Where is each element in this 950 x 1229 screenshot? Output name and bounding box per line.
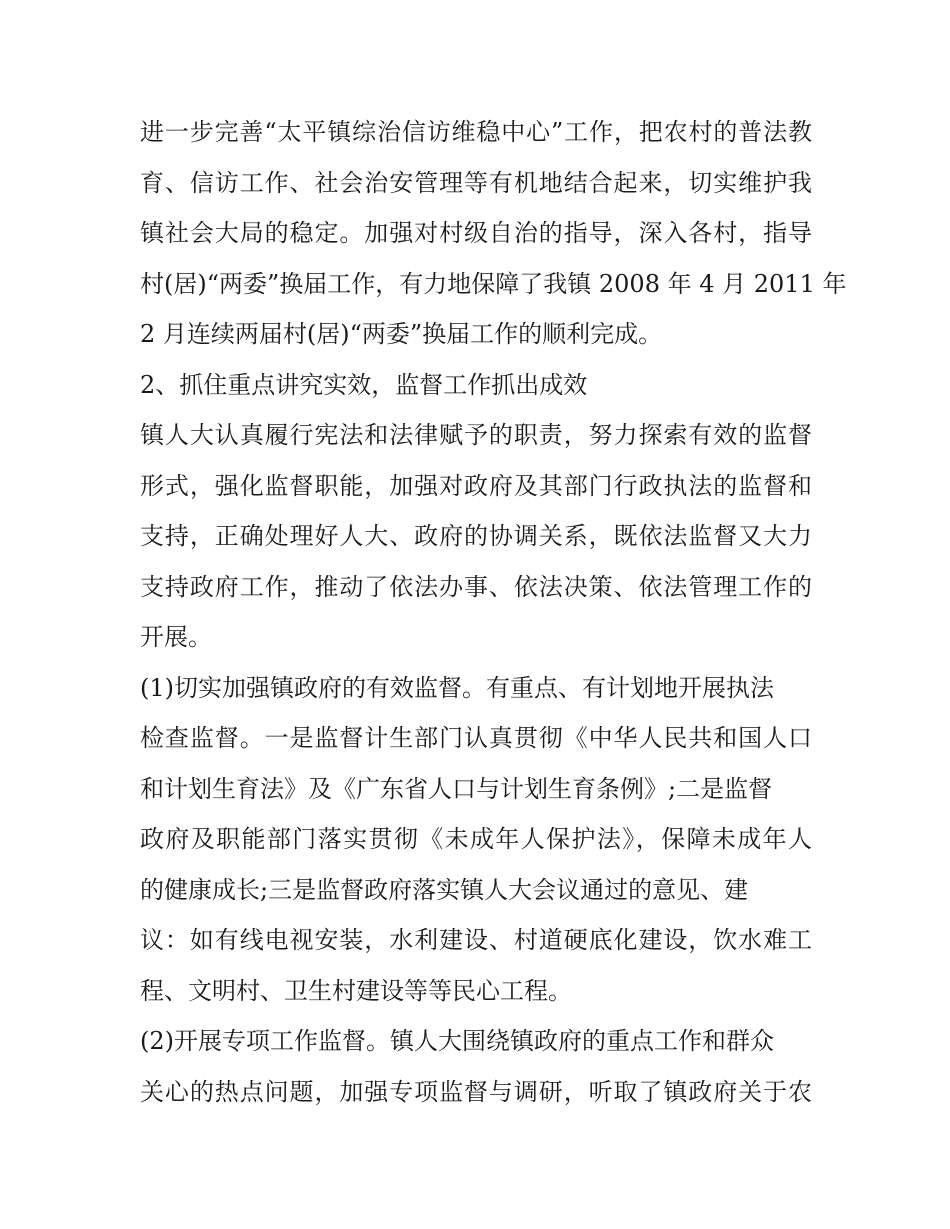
text-line: (2)开展专项工作监督。镇人大围绕镇政府的重点工作和群众 (140, 1027, 774, 1055)
text-line: 的健康成长;三是监督政府落实镇人大会议通过的意见、建 (140, 875, 749, 904)
text-line: 进一步完善“太平镇综治信访维稳中心”工作，把农村的普法教 (140, 118, 812, 146)
text-line: 2 月连续两届村(居)“两委”换届工作的顺利完成。 (140, 320, 663, 348)
text-line: 检查监督。一是监督计生部门认真贯彻《中华人民共和国人口 (140, 724, 812, 752)
document-body (140, 107, 847, 1117)
text-line: 支持，正确处理好人大、政府的协调关系，既依法监督又大力 (140, 522, 812, 550)
text-line: 关心的热点问题，加强专项监督与调研，听取了镇政府关于农 (140, 1077, 812, 1106)
text-line: (1)切实加强镇政府的有效监督。有重点、有计划地开展执法 (140, 673, 774, 702)
text-line: 议：如有线电视安装，水利建设、村道硬底化建设，饮水难工 (140, 926, 812, 954)
text-line: 镇人大认真履行宪法和法律赋予的职责，努力探索有效的监督 (140, 421, 812, 449)
text-line: 程、文明村、卫生村建设等等民心工程。 (140, 976, 572, 1005)
text-line: 支持政府工作，推动了依法办事、依法决策、依法管理工作的 (140, 572, 812, 601)
text-line: 和计划生育法》及《广东省人口与计划生育条例》;二是监督 (140, 774, 773, 803)
text-line: 育、信访工作、社会治安管理等有机地结合起来，切实维护我 (140, 168, 812, 197)
text-line: 镇社会大局的稳定。加强对村级自治的指导，深入各村，指导 (140, 219, 812, 247)
text-line: 村(居)“两委”换届工作，有力地保障了我镇 2008 年 4 月 2011 年 (140, 269, 847, 298)
text-line: 形式，强化监督职能，加强对政府及其部门行政执法的监督和 (140, 471, 812, 500)
section-heading: 2、抓住重点讲究实效，监督工作抓出成效 (140, 370, 588, 399)
text-line: 开展。 (140, 623, 212, 651)
text-line: 政府及职能部门落实贯彻《未成年人保护法》，保障未成年人 (140, 825, 812, 853)
